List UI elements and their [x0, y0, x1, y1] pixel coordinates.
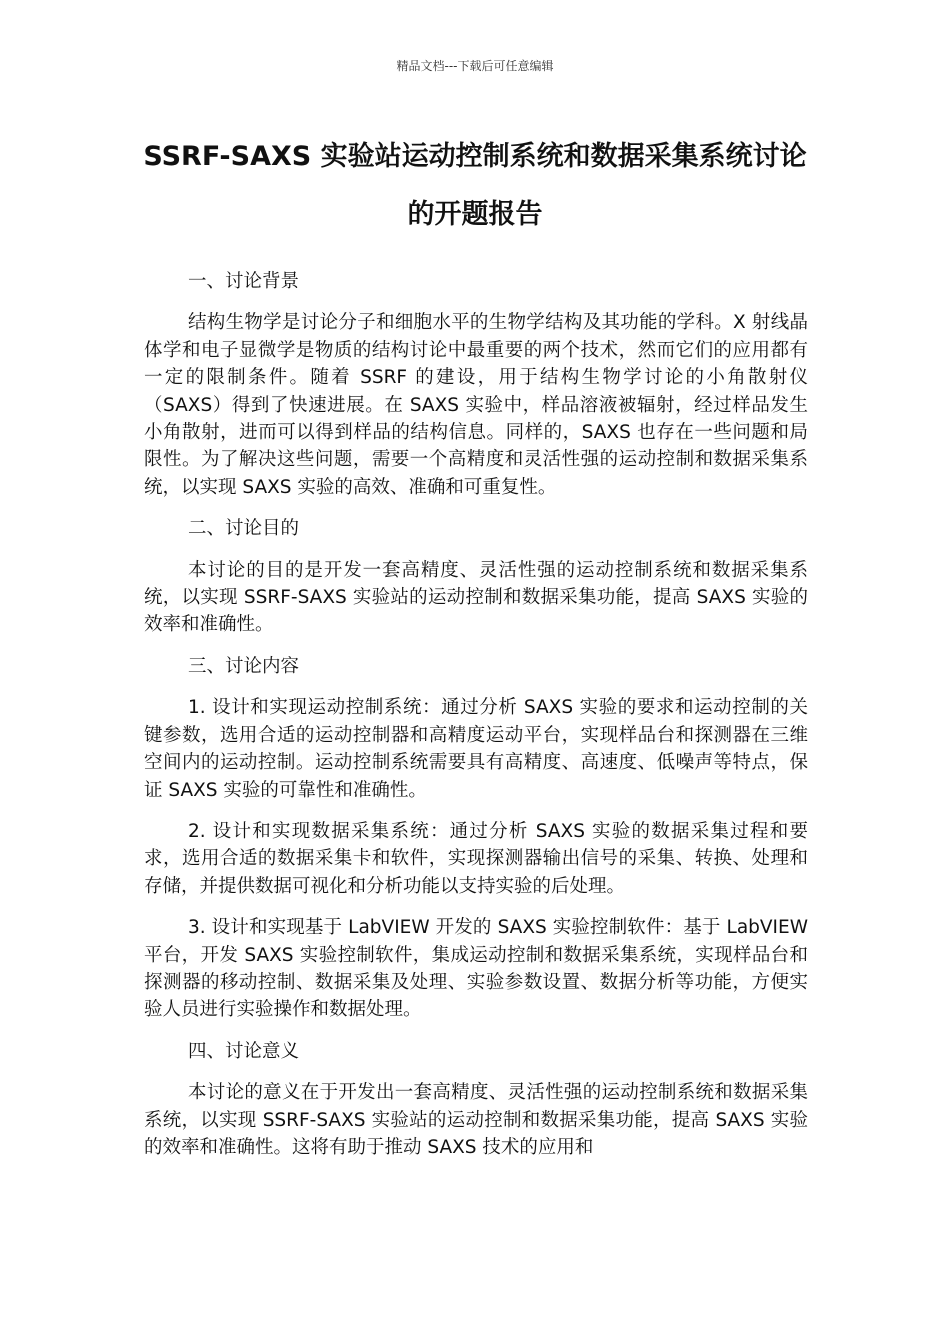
paragraph-purpose: 本讨论的目的是开发一套高精度、灵活性强的运动控制系统和数据采集系统，以实现 SSRF-SAXS 实验站的运动控制和数据采集功能，提高 SAXS 实验的效率和准确性。 — [144, 559, 808, 636]
section-heading-purpose: 二、讨论目的 — [188, 518, 300, 540]
header-note: 精品文档---下载后可任意编辑 — [396, 59, 554, 73]
section-heading-background: 一、讨论背景 — [188, 271, 300, 292]
paragraph-content-data-acquisition: 2. 设计和实现数据采集系统：通过分析 SAXS 实验的数据采集过程和要求，选用合适的数据采集卡和软件，实现探测器输出信号的采集、转换、处理和存储，并提供数据可视化和分析功能以支持实验的后处理。 — [144, 820, 808, 897]
document-title: SSRF-SAXS 实验站运动控制系统和数据采集系统讨论的开题报告 — [143, 141, 807, 230]
paragraph-content-motion-control: 1. 设计和实现运动控制系统：通过分析 SAXS 实验的要求和运动控制的关键参数，选用合适的运动控制器和高精度运动平台，实现样品台和探测器在三维空间内的运动控制。运动控制系统需要具有高精度、高速度、低噪声等特点，保证 SAXS 实验的可靠性和准确性。 — [144, 697, 808, 801]
section-heading-content: 三、讨论内容 — [188, 655, 300, 677]
paragraph-significance: 本讨论的意义在于开发出一套高精度、灵活性强的运动控制系统和数据采集系统，以实现 SSRF-SAXS 实验站的运动控制和数据采集功能，提高 SAXS 实验的效率和准确性。这将有助于推动 SAXS 技术的应用和 — [144, 1082, 808, 1158]
paragraph-content-labview-software: 3. 设计和实现基于 LabVIEW 开发的 SAXS 实验控制软件：基于 LabVIEW 平台，开发 SAXS 实验控制软件，集成运动控制和数据采集系统，实现样品台和探测器的移动控制、数据采集及处理、实验参数设置、数据分析等功能，方便实验人员进行实验操作和数据处理。 — [144, 917, 808, 1021]
section-heading-significance: 四、讨论意义 — [188, 1040, 300, 1062]
document-body — [144, 268, 808, 1175]
paragraph-background: 结构生物学是讨论分子和细胞水平的生物学结构及其功能的学科。X 射线晶体学和电子显微学是物质的结构讨论中最重要的两个技术，然而它们的应用都有一定的限制条件。随着 SSRF 的建设，用于结构生物学讨论的小角散射仪（SAXS）得到了快速进展。在 SAXS 实验中，样品溶液被辐射，经过样品发生小角散射，进而可以得到样品的结构信息。同样的，SAXS 也存在一些问题和局限性。为了解决这些问题，需要一个高精度和灵活性强的运动控制和数据采集系统，以实现 SAXS 实验的高效、准确和可重复性。 — [144, 312, 808, 498]
